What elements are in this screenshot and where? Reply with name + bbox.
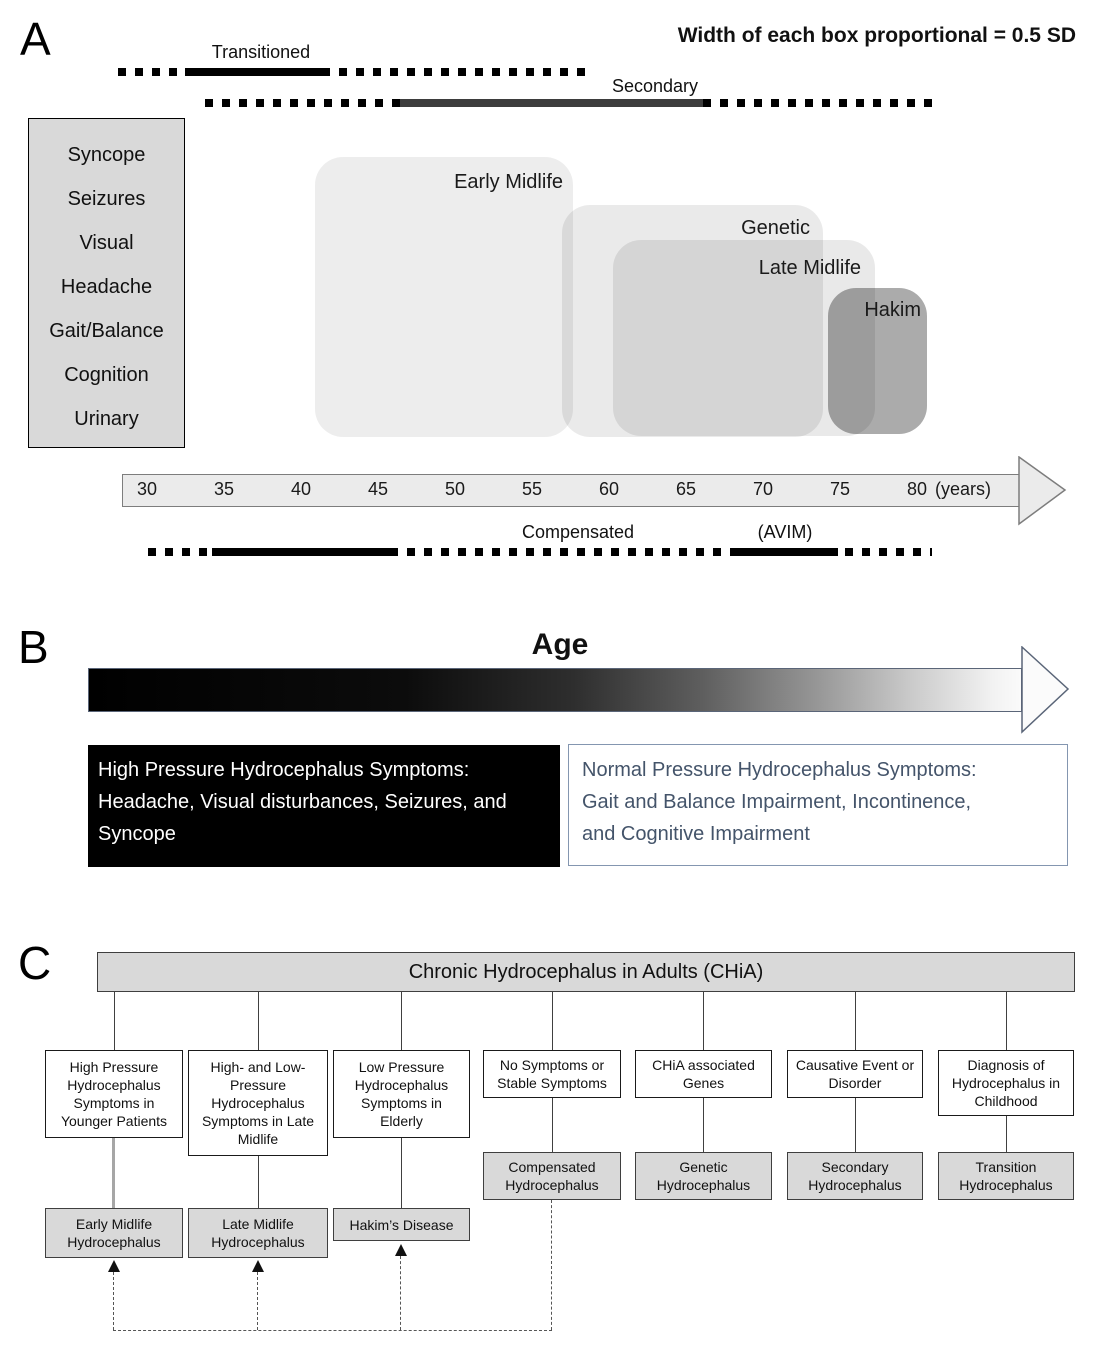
dashed-connector-to-hakims xyxy=(400,1256,401,1330)
diagnosis-box-genetic: Genetic Hydrocephalus xyxy=(635,1152,772,1200)
hph-line: Headache, Visual disturbances, Seizures, and xyxy=(98,791,507,813)
age-axis-title: Age xyxy=(531,628,589,661)
criteria-box-childhood-diagnosis: Diagnosis of Hydrocephalus in Childhood xyxy=(938,1050,1074,1116)
up-arrowhead-late-midlife xyxy=(252,1260,264,1272)
symptom-item: Gait/Balance xyxy=(49,320,164,342)
nph-line: Gait and Balance Impairment, Incontinence, xyxy=(582,791,972,813)
diagnosis-box-transition: Transition Hydrocephalus xyxy=(938,1152,1074,1200)
compensated-line-dash-right xyxy=(845,548,932,556)
panel-a-title: Width of each box proportional = 0.5 SD xyxy=(677,24,1076,47)
connector-line xyxy=(112,1138,115,1208)
hph-line: Syncope xyxy=(98,823,176,845)
axis-tick: 60 xyxy=(598,479,620,499)
criteria-box-high-pressure-younger: High Pressure Hydrocephalus Symptoms in Younger Patients xyxy=(45,1050,183,1138)
up-arrowhead-hakims xyxy=(395,1244,407,1256)
dashed-connector-to-late-midlife xyxy=(257,1272,258,1330)
connector-line xyxy=(258,992,259,1050)
criteria-box-high-low-pressure-late-midlife: High- and Low-Pressure Hydrocephalus Symptoms in Late Midlife xyxy=(188,1050,328,1156)
flowchart-root-label: Chronic Hydrocephalus in Adults (CHiA) xyxy=(408,960,764,983)
normal-pressure-symptoms-box xyxy=(568,744,1068,866)
axis-unit-label: (years) xyxy=(935,479,992,499)
connector-line xyxy=(552,1098,553,1152)
dashed-connector-horizontal xyxy=(113,1330,552,1331)
hph-line: High Pressure Hydrocephalus Symptoms: xyxy=(98,759,470,781)
dashed-connector-from-compensated xyxy=(551,1200,552,1330)
nph-line: and Cognitive Impairment xyxy=(582,823,810,845)
connector-line xyxy=(703,992,704,1050)
diagnosis-box-hakims-disease: Hakim’s Disease xyxy=(333,1208,470,1241)
high-pressure-symptoms-box xyxy=(88,745,560,867)
secondary-line-dash-right xyxy=(703,99,935,107)
transitioned-line-dash-left xyxy=(118,68,185,76)
secondary-label: Secondary xyxy=(611,76,699,96)
axis-tick: 40 xyxy=(290,479,312,499)
compensated-label: Compensated xyxy=(521,522,635,542)
diagnosis-box-early-midlife: Early Midlife Hydrocephalus xyxy=(45,1208,183,1258)
connector-line xyxy=(401,1138,402,1208)
transitioned-label: Transitioned xyxy=(211,42,311,62)
age-axis-bar xyxy=(122,474,1020,507)
connector-line xyxy=(552,992,553,1050)
connector-line xyxy=(1006,1116,1007,1152)
group-box-label: Late Midlife xyxy=(758,257,861,279)
axis-tick: 30 xyxy=(136,479,158,499)
diagnosis-box-compensated: Compensated Hydrocephalus xyxy=(483,1152,621,1200)
dashed-connector-to-early-midlife xyxy=(113,1272,114,1330)
panel-b-label: B xyxy=(18,621,49,673)
age-gradient-arrowhead xyxy=(1021,646,1071,734)
criteria-box-causative-event: Causative Event or Disorder xyxy=(787,1050,923,1098)
transitioned-line-dash-right xyxy=(322,68,590,76)
compensated-line-dash-left xyxy=(148,548,212,556)
group-box-early-midlife xyxy=(315,157,573,437)
secondary-line-solid xyxy=(400,99,703,107)
symptom-item: Cognition xyxy=(64,364,149,386)
group-box-hakim xyxy=(828,288,927,434)
symptom-list-box xyxy=(28,118,185,448)
panel-a-label: A xyxy=(20,13,51,65)
criteria-box-chia-genes: CHiA associated Genes xyxy=(635,1050,772,1098)
symptom-item: Urinary xyxy=(74,408,139,430)
axis-tick: 75 xyxy=(829,479,851,499)
age-gradient-arrow-body xyxy=(88,668,1022,712)
flowchart-root-box xyxy=(97,952,1075,992)
symptom-item: Syncope xyxy=(67,144,146,166)
connector-line xyxy=(114,992,115,1050)
connector-line xyxy=(1006,992,1007,1050)
axis-tick: 65 xyxy=(675,479,697,499)
age-axis-arrowhead xyxy=(1018,456,1068,526)
symptom-item: Visual xyxy=(79,232,134,254)
compensated-line-solid xyxy=(212,548,390,556)
axis-tick: 35 xyxy=(213,479,235,499)
group-box-label: Hakim xyxy=(864,299,921,321)
secondary-line-dash-left xyxy=(205,99,400,107)
avim-line-solid xyxy=(733,548,838,556)
connector-line xyxy=(855,992,856,1050)
transitioned-line-solid xyxy=(185,68,322,76)
diagnosis-box-late-midlife: Late Midlife Hydrocephalus xyxy=(188,1208,328,1258)
axis-tick: 70 xyxy=(752,479,774,499)
diagnosis-box-secondary: Secondary Hydrocephalus xyxy=(787,1152,923,1200)
up-arrowhead-early-midlife xyxy=(108,1260,120,1272)
axis-tick: 45 xyxy=(367,479,389,499)
compensated-line-dash-mid xyxy=(390,548,733,556)
connector-line xyxy=(855,1098,856,1152)
connector-line xyxy=(401,992,402,1050)
group-box-label: Early Midlife xyxy=(454,171,563,193)
connector-line xyxy=(703,1098,704,1152)
connector-line xyxy=(258,1156,259,1208)
nph-line: Normal Pressure Hydrocephalus Symptoms: xyxy=(582,759,977,781)
symptom-item: Seizures xyxy=(67,188,146,210)
panel-c-label: C xyxy=(18,937,52,989)
group-box-label: Genetic xyxy=(741,217,810,239)
symptom-item: Headache xyxy=(60,276,153,298)
criteria-box-low-pressure-elderly: Low Pressure Hydrocephalus Symptoms in Elderly xyxy=(333,1050,470,1138)
axis-tick: 80 xyxy=(906,479,928,499)
criteria-box-no-symptoms: No Symptoms or Stable Symptoms xyxy=(483,1050,621,1098)
axis-tick: 50 xyxy=(444,479,466,499)
avim-label: (AVIM) xyxy=(757,522,813,542)
axis-tick: 55 xyxy=(521,479,543,499)
